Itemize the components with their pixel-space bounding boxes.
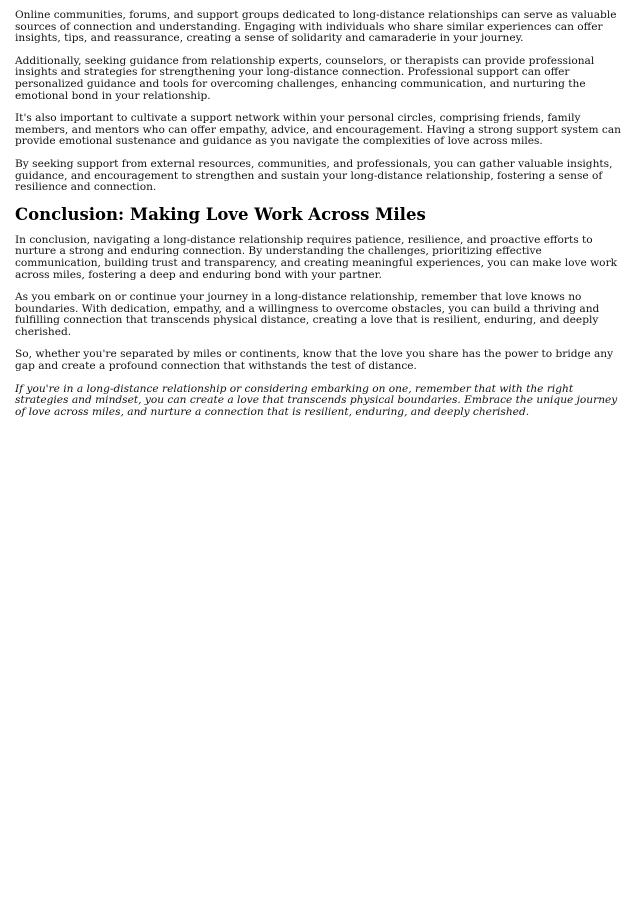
- paragraph-online-communities: Online communities, forums, and support groups dedicated to long-distance relationships can serve as valuable sources of connection and understanding. Engaging with individuals who share similar experiences can offer insights, tips, and reassurance, creating a sense of solidarity and camaraderie in your journey.: [15, 9, 617, 45]
- paragraph-support-network: It's also important to cultivate a support network within your personal circles, comprising friends, family members, and mentors who can offer empathy, advice, and encouragement. Having a strong support system can provide emotional sustenance and guidance as you navigate the complexities of love across miles.: [15, 112, 621, 148]
- paragraph-conclusion-summary: In conclusion, navigating a long-distance relationship requires patience, resilience, and proactive efforts to nurture a strong and enduring connection. By understanding the challenges, prioritizing effective communication, building trust and transparency, and creating meaningful experiences, you can make love work across miles, fostering a deep and enduring bond with your partner.: [15, 233, 618, 281]
- conclusion-heading: Conclusion: Making Love Work Across Miles: [15, 204, 426, 224]
- paragraph-seeking-support: By seeking support from external resources, communities, and professionals, you can gather valuable insights, guidance, and encouragement to strengthen and sustain your long-distance relationship, fostering a sense of resilience and connection.: [15, 157, 613, 194]
- paragraph-embark-journey: As you embark on or continue your journey in a long-distance relationship, remember that love knows no boundaries. With dedication, empathy, and a willingness to overcome obstacles, you can build a thriving and fulfilling connection that transcends physical distance, creating a love that is resilient, enduring, and deeply cherished.: [15, 291, 600, 338]
- paragraph-relationship-experts: Additionally, seeking guidance from relationship experts, counselors, or therapists can provide professional insights and strategies for strengthening your long-distance connection. Professional support can offer personalized guidance and tools for overcoming challenges, enhancing communication, and nurturing the emotional bond in your relationship.: [15, 54, 595, 102]
- closing-italic-paragraph: If you're in a long-distance relationship or considering embarking on one, remember that with the right strategies and mindset, you can create a love that transcends physical boundaries. Embrace the unique journey of love across miles, and nurture a connection that is resilient, enduring, and deeply cherished.: [15, 382, 618, 418]
- document-page: [15, 10, 623, 429]
- paragraph-separated-by-miles: So, whether you're separated by miles or continents, know that the love you share has the power to bridge any gap and create a profound connection that withstands the test of distance.: [15, 348, 614, 373]
